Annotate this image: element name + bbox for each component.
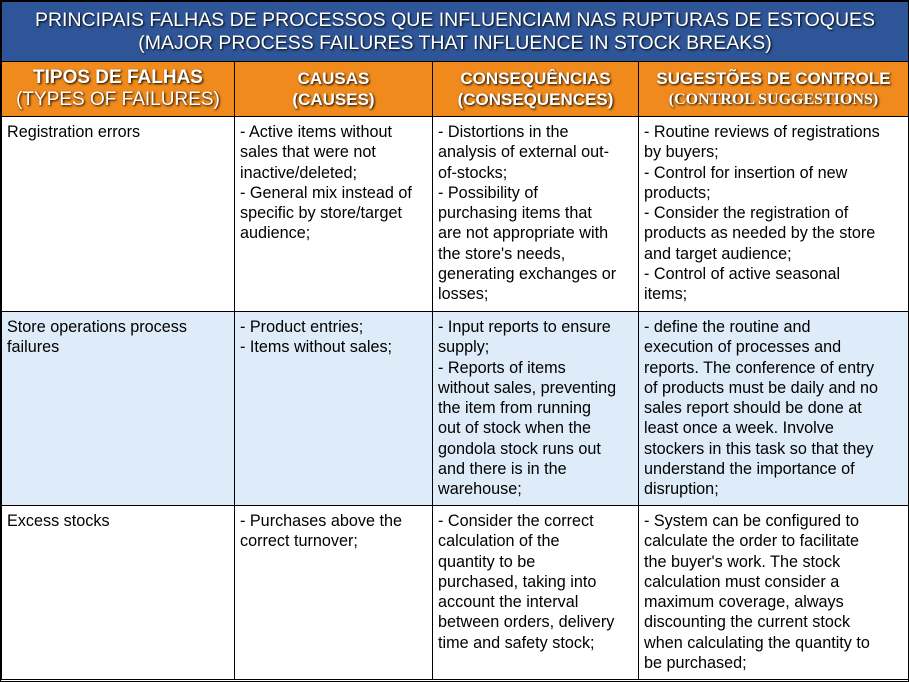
cell-line: calculation must consider a: [644, 572, 840, 591]
cell-line: and there is in the: [438, 460, 567, 479]
cell-type: [2, 506, 235, 680]
cell-line: - Active items without: [240, 123, 393, 141]
cell-line: - System can be configured to: [644, 512, 860, 530]
cell-line: calculation of the: [438, 532, 560, 551]
header-types: [2, 62, 235, 117]
cell-line: - Reports of items: [438, 358, 566, 377]
header-causes-en: (CAUSES): [292, 90, 375, 109]
cell-line: sales that were not: [240, 143, 376, 162]
cell-line: without sales, preventing: [438, 378, 617, 397]
cell-line: of products must be daily and no: [644, 378, 878, 397]
cell-type: [2, 117, 235, 312]
cell-line: are not appropriate with: [438, 224, 609, 243]
cell-line: correct turnover;: [240, 532, 358, 551]
header-suggestions-en: (CONTROL SUGGESTIONS): [668, 91, 879, 108]
cell-type: [2, 312, 235, 506]
header-suggestions-pt: SUGESTÕES DE CONTROLE: [656, 69, 891, 88]
cell-line: between orders, delivery: [438, 613, 615, 632]
cell-line: purchased, taking into: [438, 572, 597, 591]
cell-line: discounting the current stock: [644, 613, 851, 632]
title-line-pt: PRINCIPAIS FALHAS DE PROCESSOS QUE INFLUENCIAM NAS RUPTURAS DE ESTOQUES: [34, 8, 876, 31]
cell-line: - Items without sales;: [240, 338, 393, 357]
title-row: [2, 2, 909, 62]
header-causes-pt: CAUSAS: [297, 69, 370, 88]
cell-suggestions: [639, 312, 909, 506]
header-consequences: [433, 62, 639, 117]
cell-line: - General mix instead of: [240, 183, 412, 202]
cell-line: - Control of active seasonal: [644, 265, 841, 284]
cell-line: - Routine reviews of registrations: [644, 123, 880, 141]
cell-line: reports. The conference of entry: [644, 358, 875, 377]
cell-line: time and safety stock;: [438, 633, 595, 652]
header-consequences-en: (CONSEQUENCES): [457, 90, 614, 109]
cell-line: understand the importance of: [644, 460, 855, 479]
header-types-en: (TYPES OF FAILURES): [16, 89, 220, 110]
cell-line: maximum coverage, always: [644, 593, 844, 612]
cell-line: least once a week. Involve: [644, 419, 834, 438]
cell-line: - Consider the registration of: [644, 204, 849, 223]
cell-line: - Distortions in the: [438, 123, 569, 141]
failures-table: [1, 1, 909, 680]
cell-line: purchasing items that: [438, 204, 592, 223]
table-row: [2, 117, 909, 312]
cell-consequences: [433, 312, 639, 506]
cell-suggestions: [639, 506, 909, 680]
cell-line: the item from running: [438, 399, 591, 418]
cell-line: products as needed by the store: [644, 224, 876, 243]
cell-consequences: [433, 117, 639, 312]
cell-line: Store operations process: [7, 318, 187, 336]
cell-line: - define the routine and: [644, 318, 811, 336]
cell-line: by buyers;: [644, 143, 719, 162]
cell-line: - Product entries;: [240, 318, 364, 336]
cell-line: - Purchases above the: [240, 512, 402, 530]
header-suggestions: [639, 62, 909, 117]
table-title: [2, 2, 909, 62]
cell-line: stockers in this task so that they: [644, 439, 874, 458]
cell-line: and target audience;: [644, 244, 792, 263]
cell-line: warehouse;: [438, 480, 522, 499]
cell-line: specific by store/target: [240, 204, 402, 223]
cell-line: gondola stock runs out: [438, 439, 601, 458]
cell-line: failures: [7, 338, 60, 357]
cell-line: items;: [644, 285, 688, 304]
cell-line: - Consider the correct: [438, 512, 594, 530]
header-row: [2, 62, 909, 117]
cell-causes: [235, 312, 433, 506]
cell-consequences: [433, 506, 639, 680]
cell-line: generating exchanges or: [438, 265, 617, 284]
cell-line: inactive/deleted;: [240, 163, 357, 182]
cell-causes: [235, 117, 433, 312]
cell-line: losses;: [438, 285, 489, 304]
cell-line: quantity to be: [438, 552, 536, 571]
cell-line: sales report should be done at: [644, 399, 862, 418]
table-row: [2, 506, 909, 680]
title-line-en: (MAJOR PROCESS FAILURES THAT INFLUENCE IN STOCK BREAKS): [138, 31, 772, 54]
header-consequences-pt: CONSEQUÊNCIAS: [460, 69, 611, 88]
cell-causes: [235, 506, 433, 680]
cell-line: products;: [644, 183, 711, 202]
cell-line: disruption;: [644, 480, 719, 499]
cell-line: the store's needs,: [438, 244, 566, 263]
table-row: [2, 312, 909, 506]
cell-line: when calculating the quantity to: [644, 633, 870, 652]
cell-line: out of stock when the: [438, 419, 591, 438]
cell-line: calculate the order to facilitate: [644, 532, 860, 551]
cell-line: the buyer's work. The stock: [644, 552, 841, 571]
cell-line: - Possibility of: [438, 183, 538, 202]
cell-line: - Control for insertion of new: [644, 163, 848, 182]
cell-line: supply;: [438, 338, 490, 357]
cell-line: Registration errors: [7, 123, 141, 141]
cell-line: execution of processes and: [644, 338, 842, 357]
cell-line: audience;: [240, 224, 311, 243]
cell-suggestions: [639, 117, 909, 312]
cell-line: be purchased;: [644, 654, 747, 673]
header-types-pt: TIPOS DE FALHAS: [33, 67, 203, 88]
cell-line: analysis of external out-: [438, 143, 609, 162]
header-causes: [235, 62, 433, 117]
cell-line: of-stocks;: [438, 163, 508, 182]
cell-line: account the interval: [438, 593, 579, 612]
cell-line: Excess stocks: [7, 512, 110, 530]
cell-line: - Input reports to ensure: [438, 318, 611, 336]
